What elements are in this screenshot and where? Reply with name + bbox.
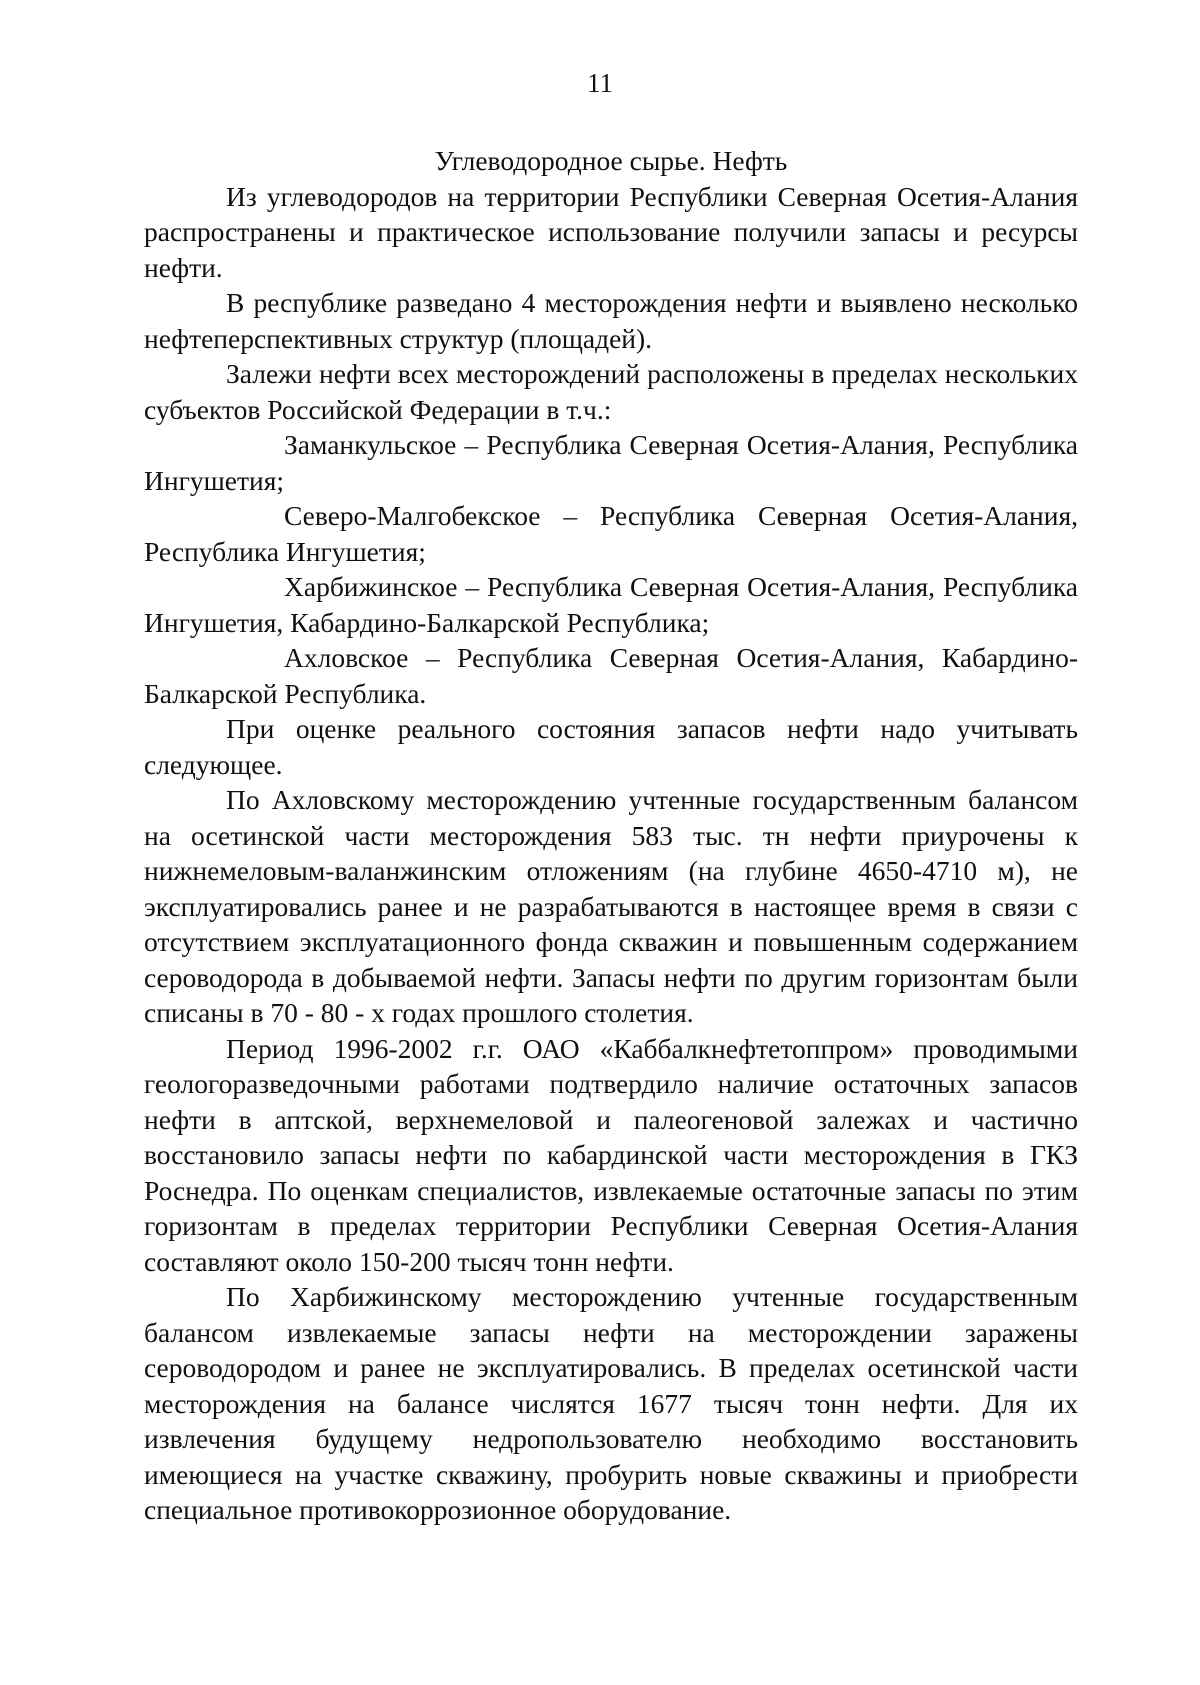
paragraph-deposits-location: Залежи нефти всех месторождений расположены в пределах нескольких субъектов Российской Федерации в т.ч.: — [144, 358, 1078, 425]
paragraph-period-1996-2002: Период 1996-2002 г.г. ОАО «Каббалкнефтетоппром» проводимыми геологоразведочными работами подтвердило наличие остаточных запасов нефти в аптской, верхнемеловой и палеогеновой залежах и частично восстановило запасы нефти по кабардинской части месторождения в ГКЗ Роснедра. По оценкам специалистов, извлекаемые остаточные запасы по этим горизонтам в пределах территории Республики Северная Осетия-Алания составляют около 150-200 тысяч тонн нефти. — [144, 1032, 1078, 1277]
paragraph-explored-deposits: В республике разведано 4 месторождения нефти и выявлено несколько нефтеперспективных структур (площадей). — [144, 287, 1078, 354]
section-heading: Углеводородное сырье. Нефть — [434, 145, 788, 176]
document-body — [144, 143, 1078, 1528]
deposit-item-kharbizhinskoe: Харбижинское – Республика Северная Осетия-Алания, Республика Ингушетия, Кабардино-Балкарской Республика; — [144, 571, 1078, 638]
paragraph-kharbizhinskoe: По Харбижинскому месторождению учтенные государственным балансом извлекаемые запасы нефти на месторождении заражены сероводородом и ранее не эксплуатировались. В пределах осетинской части месторождения на балансе числятся 1677 тысяч тонн нефти. Для их извлечения будущему недропользователю необходимо восстановить имеющиеся на участке скважину, пробурить новые скважины и приобрести специальное противокоррозионное оборудование. — [144, 1281, 1078, 1525]
paragraph-intro: Из углеводородов на территории Республики Северная Осетия-Алания распространены и практическое использование получили запасы и ресурсы нефти. — [144, 180, 1078, 283]
paragraph-assessment-note: При оценке реального состояния запасов нефти надо учитывать следующее. — [144, 713, 1078, 780]
deposit-item-severo-malgobekskoe: Северо-Малгобекское – Республика Северная Осетия-Алания, Республика Ингушетия; — [144, 500, 1078, 567]
deposit-item-zamankulskoe: Заманкульское – Республика Северная Осетия-Алания, Республика Ингушетия; — [144, 429, 1078, 496]
page-number: 11 — [587, 68, 613, 98]
paragraph-akhlovskoe: По Ахловскому месторождению учтенные государственным балансом на осетинской части месторождения 583 тыс. тн нефти приурочены к нижнемеловым-валанжинским отложениям (на глубине 4650-4710 м), не эксплуатировались ранее и не разрабатываются в настоящее время в связи с отсутствием эксплуатационного фонда скважин и повышенным содержанием сероводорода в добываемой нефти. Запасы нефти по другим горизонтам были списаны в 70 - 80 - х годах прошлого столетия. — [144, 784, 1078, 1028]
deposit-item-akhlovskoe: Ахловское – Республика Северная Осетия-Алания, Кабардино-Балкарской Республика. — [144, 642, 1078, 709]
